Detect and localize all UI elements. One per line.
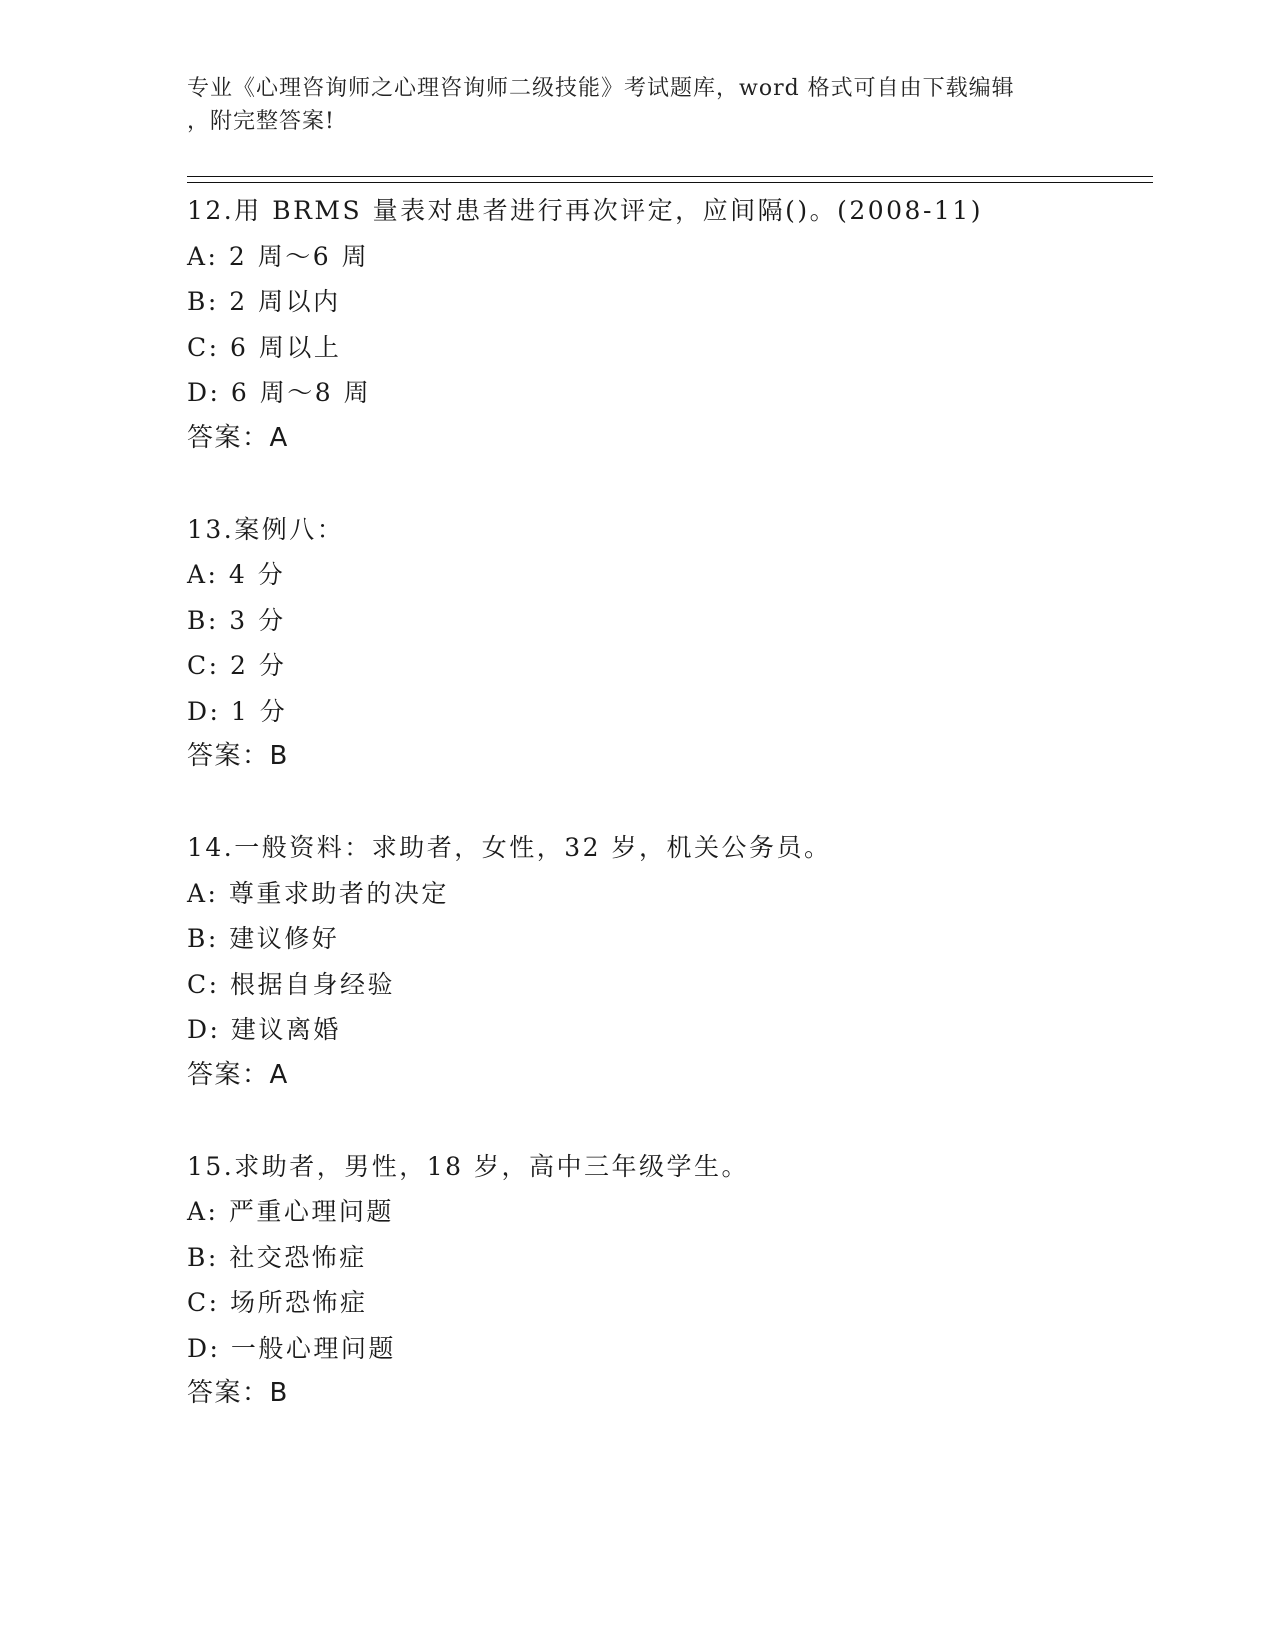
option-a: A: 严重心理问题	[187, 1197, 394, 1226]
answer-line: 答案：A	[187, 1059, 289, 1090]
option-d: D: 建议离婚	[187, 1015, 341, 1044]
question-12	[187, 188, 1147, 507]
question-list	[187, 188, 1147, 1417]
option-c: C: 2 分	[187, 651, 287, 680]
question-stem: 12.用 BRMS 量表对患者进行再次评定，应间隔()。(2008-11)	[187, 196, 983, 225]
option-d: D: 6 周～8 周	[187, 378, 372, 407]
option-a: A: 2 周～6 周	[187, 241, 370, 271]
question-spacer	[187, 780, 1147, 826]
header-line-2: ，附完整答案!	[187, 109, 335, 134]
question-stem: 15.求助者，男性，18 岁，高中三年级学生。	[187, 1151, 750, 1181]
option-d: D: 一般心理问题	[187, 1333, 396, 1363]
option-c: C: 场所恐怖症	[187, 1288, 368, 1317]
answer-line: 答案：A	[187, 422, 289, 453]
option-b: B: 2 周以内	[187, 287, 341, 316]
option-a: A: 4 分	[187, 560, 286, 589]
option-b: B: 社交恐怖症	[187, 1242, 367, 1272]
answer-line: 答案：B	[187, 1378, 289, 1408]
answer-line: 答案：B	[187, 741, 289, 771]
option-c: C: 6 周以上	[187, 332, 342, 362]
question-spacer	[187, 461, 1147, 507]
question-15	[187, 1144, 1147, 1417]
question-14	[187, 825, 1147, 1144]
question-stem: 13.案例八：	[187, 514, 345, 544]
option-d: D: 1 分	[187, 696, 288, 726]
option-a: A: 尊重求助者的决定	[187, 878, 449, 908]
option-b: B: 建议修好	[187, 924, 340, 953]
header-divider-bottom	[187, 182, 1153, 183]
header-line-1: 专业《心理咨询师之心理咨询师二级技能》考试题库，word 格式可自由下载编辑	[187, 76, 1015, 101]
option-c: C: 根据自身经验	[187, 969, 395, 999]
question-stem: 14.一般资料：求助者，女性，32 岁，机关公务员。	[187, 833, 832, 862]
header-divider-top	[187, 176, 1153, 177]
document-header	[187, 72, 1067, 138]
question-13	[187, 507, 1147, 826]
option-b: B: 3 分	[187, 605, 286, 635]
question-spacer	[187, 1098, 1147, 1144]
